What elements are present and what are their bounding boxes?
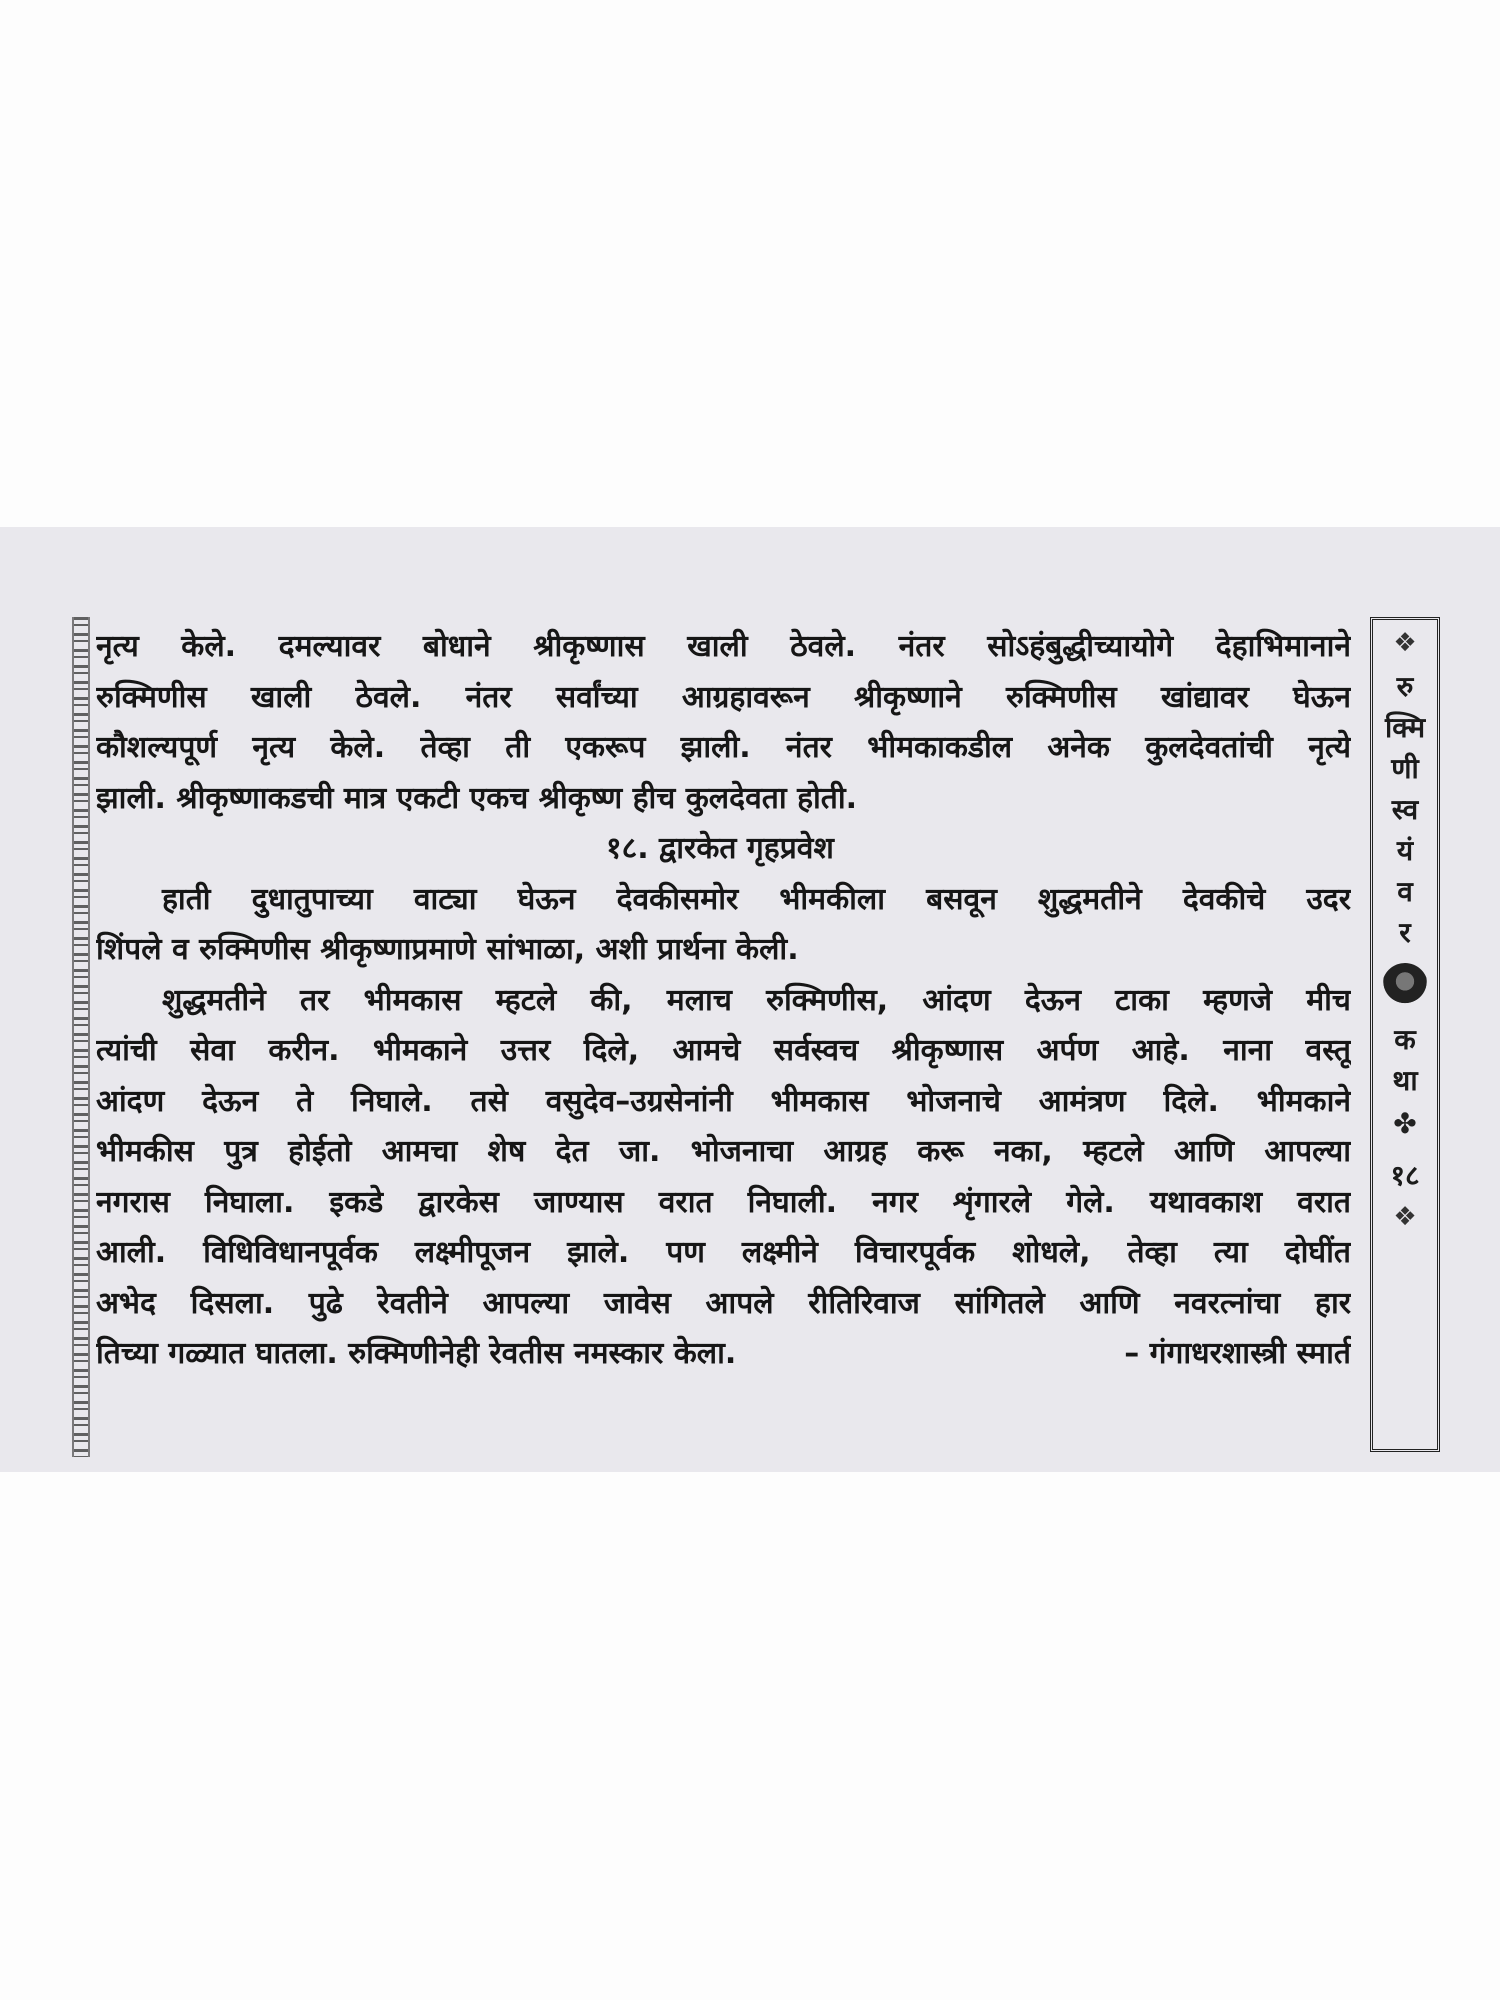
text-line: शुद्धमतीने तर भीमकास म्हटले की, मलाच रुक्मिणीस, आंदण देऊन टाका म्हणजे मीच (162, 982, 1351, 1018)
text-line: आली. विधिविधानपूर्वक लक्ष्मीपूजन झाले. पण लक्ष्मीने विचारपूर्वक शोधले, तेव्हा त्या दोघींत (96, 1235, 1351, 1270)
text-line: आंदण देऊन ते निघाले. तसे वसुदेव–उग्रसेनांनी भीमकास भोजनाचे आमंत्रण दिले. भीमकाने (96, 1083, 1351, 1119)
urn-icon (1382, 963, 1428, 1009)
side-title-char: र (1399, 916, 1411, 949)
body-text (96, 622, 1351, 1380)
text-line: भीमकीस पुत्र होईतो आमचा शेष देत जा. भोजनाचा आग्रह करू नका, म्हटले आणि आपल्या (96, 1134, 1351, 1169)
page-number: १८ (1390, 1159, 1420, 1192)
text-line: तिच्या गळ्यात घातला. रुक्मिणीनेही रेवतीस नमस्कार केला. (96, 1336, 737, 1371)
side-title-char: स्व (1391, 793, 1419, 826)
flower-icon: ✤ (1393, 1107, 1417, 1140)
text-line: त्यांची सेवा करीन. भीमकाने उत्तर दिले, आमचे सर्वस्वच श्रीकृष्णास अर्पण आहे. नाना वस्तू (96, 1033, 1351, 1068)
side-title-char: क (1394, 1023, 1416, 1056)
text-line: झाली. श्रीकृष्णाकडची मात्र एकटी एकच श्रीकृष्ण हीच कुलदेवता होती. (96, 780, 858, 816)
border-ornament (72, 617, 90, 1457)
side-title-char: रु (1396, 670, 1414, 703)
side-title-char: व (1397, 875, 1413, 908)
knot-ornament-icon: ❖ (1393, 628, 1417, 658)
knot-ornament-icon: ❖ (1393, 1202, 1417, 1232)
section-heading: १८. द्वारकेत गृहप्रवेश (606, 831, 834, 866)
side-title-char: था (1392, 1064, 1418, 1097)
side-title-box (1370, 617, 1440, 1452)
text-line: नृत्य केले. दमल्यावर बोधाने श्रीकृष्णास खाली ठेवले. नंतर सोऽहंबुद्धीच्यायोगे देहाभिमानाने (96, 629, 1351, 664)
side-title-char: णी (1391, 752, 1419, 785)
closing-line (96, 1329, 1351, 1380)
text-line: अभेद दिसला. पुढे रेवतीने आपल्या जावेस आपले रीतिरिवाज सांगितले आणि नवरत्नांचा हार (96, 1285, 1351, 1321)
side-title-char: यं (1396, 834, 1414, 867)
text-line: कौशल्यपूर्ण नृत्य केले. तेव्हा ती एकरूप झाली. नंतर भीमकाकडील अनेक कुलदेवतांची नृत्ये (96, 730, 1351, 765)
text-line: रुक्मिणीस खाली ठेवले. नंतर सर्वांच्या आग्रहावरून श्रीकृष्णाने रुक्मिणीस खांद्यावर घेऊन (96, 679, 1351, 715)
side-title-char: क्मि (1384, 711, 1426, 744)
text-line: शिंपले व रुक्मिणीस श्रीकृष्णाप्रमाणे सांभाळा, अशी प्रार्थना केली. (96, 932, 799, 967)
text-line: हाती दुधातुपाच्या वाट्या घेऊन देवकीसमोर भीमकीला बसवून शुद्धमतीने देवकीचे उदर (162, 881, 1351, 917)
signature: – गंगाधरशास्त्री स्मार्त (1124, 1336, 1351, 1371)
book-page (0, 527, 1500, 1472)
text-line: नगरास निघाला. इकडे द्वारकेस जाण्यास वरात निघाली. नगर शृंगारले गेले. यथावकाश वरात (96, 1184, 1351, 1220)
